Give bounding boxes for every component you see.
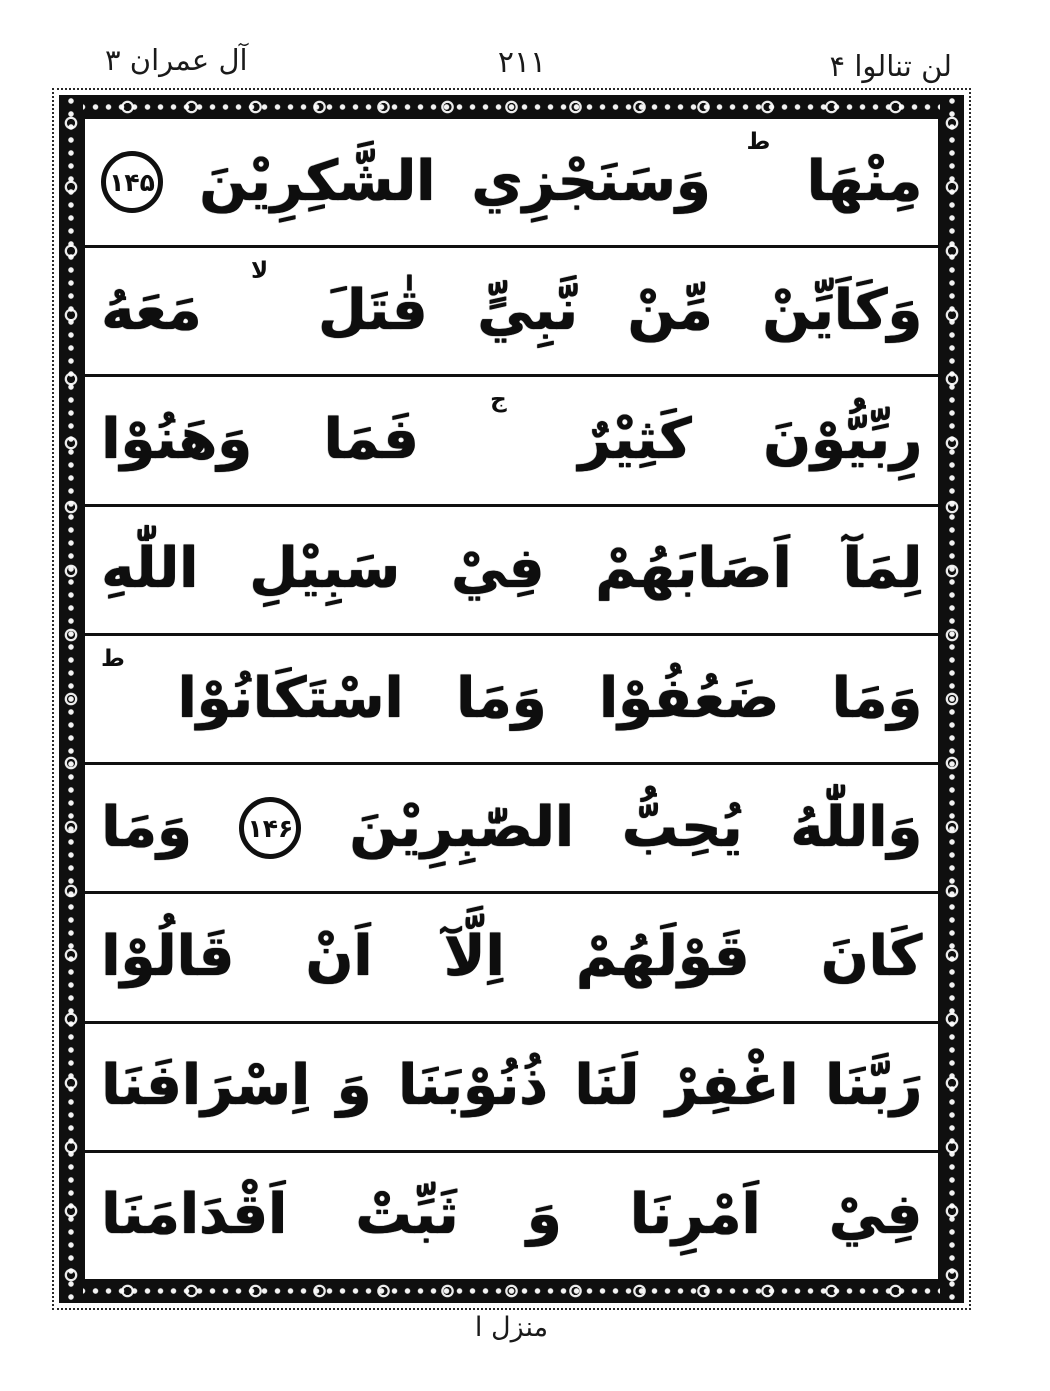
verse-number-badge: ۱۴۵	[101, 151, 163, 213]
waqf-sign: ط	[101, 645, 125, 672]
waqf-sign: لا	[251, 258, 269, 285]
quran-word: وَهَنُوْا	[101, 407, 252, 473]
quran-word: مِنْهَا	[806, 148, 922, 214]
quran-word: وَ	[526, 1182, 562, 1248]
quran-word: رِبِّيُّوْنَ	[762, 407, 922, 473]
quran-word: اَمْرِنَا	[629, 1182, 761, 1248]
quran-word: قَالُوْا	[101, 924, 235, 990]
quran-word: وَمَا	[831, 665, 922, 731]
quran-text-line	[85, 894, 938, 1023]
quran-word: وَمَا	[101, 794, 192, 860]
quran-word: اِلَّآ	[443, 924, 505, 990]
quran-text-line	[85, 119, 938, 248]
juz-name-header: لن تنالوا ۴	[829, 49, 952, 83]
quran-word: كَثِيْرٌ	[578, 407, 692, 473]
ornamental-border-frame	[59, 95, 964, 1303]
quran-word: فِيْ	[828, 1182, 922, 1248]
quran-word: لَنَا	[574, 1053, 640, 1119]
quran-word: وَكَاَيِّنْ	[762, 277, 922, 343]
quran-word: نَّبِيٍّ	[477, 277, 578, 343]
quran-word: اغْفِرْ	[665, 1053, 799, 1119]
quran-word: مِّنْ	[627, 277, 713, 343]
quran-word: اَقْدَامَنَا	[101, 1182, 287, 1248]
border-ornament-right	[940, 95, 964, 1303]
quran-word: قٰتَلَ	[317, 277, 428, 343]
quran-word: اَصَابَهُمْ	[595, 536, 792, 602]
page-number: ۲۱۱	[497, 45, 547, 80]
quran-word: وَسَنَجْزِي	[471, 148, 711, 214]
quran-word: اللّٰهِ	[101, 536, 199, 602]
quran-word: اِسْرَافَنَا	[101, 1053, 310, 1119]
quran-text-line	[85, 507, 938, 636]
waqf-sign: ط	[746, 129, 771, 155]
catchword-footer: منزل ا	[474, 1312, 549, 1343]
quran-text-line	[85, 765, 938, 894]
quran-word: كَانَ	[820, 924, 922, 990]
quran-word: وَاللّٰهُ	[790, 794, 922, 860]
quran-word: اَنْ	[305, 924, 373, 990]
surah-name-header: آل عمران ۳	[105, 43, 248, 77]
quran-word: فِيْ	[450, 536, 545, 602]
quran-word: ثَبِّتْ	[355, 1182, 459, 1248]
verse-number-badge: ۱۴۶	[239, 797, 301, 859]
quran-lines	[83, 119, 940, 1279]
border-ornament-left	[59, 95, 83, 1303]
quran-word: وَ	[336, 1053, 372, 1119]
quran-word: اسْتَكَانُوْا	[177, 665, 404, 731]
quran-text-line	[85, 636, 938, 765]
quran-word: ذُنُوْبَنَا	[397, 1053, 548, 1119]
quran-text-line	[85, 248, 938, 377]
quran-word: الشَّكِرِيْنَ	[199, 148, 436, 214]
quran-word: قَوْلَهُمْ	[575, 924, 750, 990]
quran-word: رَبَّنَا	[824, 1053, 922, 1119]
quran-word: لِمَآ	[842, 536, 922, 602]
quran-word: الصّٰبِرِيْنَ	[349, 794, 574, 860]
quran-word: سَبِيْلِ	[249, 536, 400, 602]
quran-word: وَمَا	[455, 665, 547, 731]
quran-word: ضَعُفُوْا	[598, 665, 780, 731]
waqf-sign: ج	[490, 387, 507, 414]
quran-text-line	[85, 1153, 938, 1279]
quran-word: فَمَا	[323, 407, 419, 473]
quran-word: يُحِبُّ	[621, 794, 743, 860]
border-ornament-bottom	[59, 1279, 964, 1303]
quran-text-line	[85, 377, 938, 506]
border-ornament-top	[59, 95, 964, 119]
quran-word: مَعَهُ	[101, 277, 202, 343]
quran-text-line	[85, 1024, 938, 1153]
